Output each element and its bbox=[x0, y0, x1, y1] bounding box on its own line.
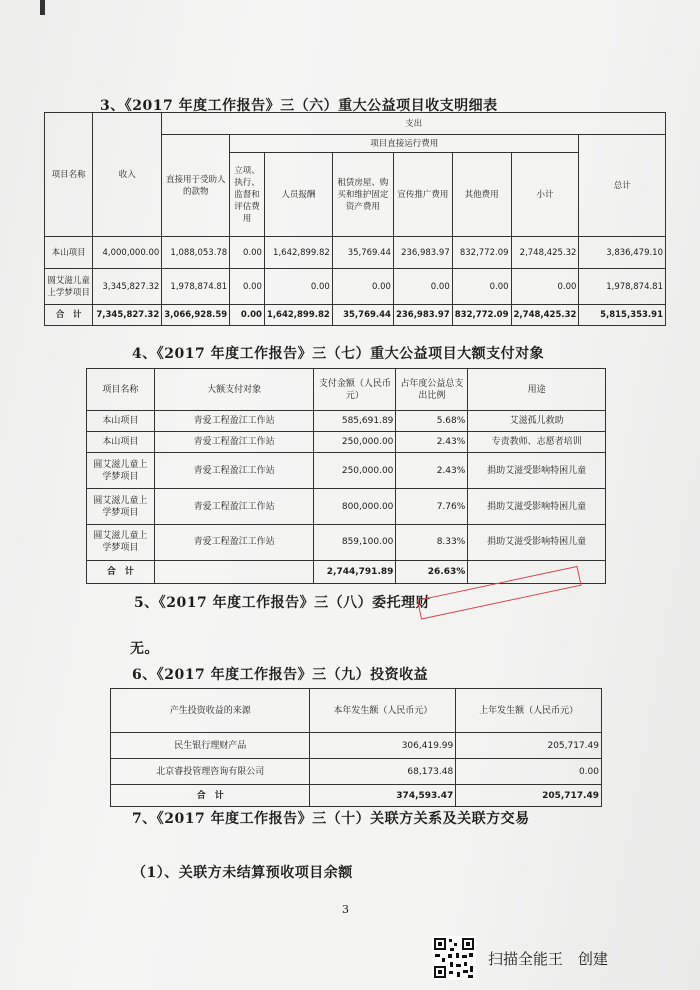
cell-ratio: 8.33% bbox=[396, 524, 468, 560]
heading-section-4: 4、《2017 年度工作报告》三（七）重大公益项目大额支付对象 bbox=[132, 346, 545, 362]
table-expense-detail bbox=[44, 112, 666, 326]
table-row bbox=[87, 411, 606, 432]
table-row bbox=[87, 432, 606, 453]
cell-this-year: 68,173.48 bbox=[310, 759, 456, 785]
table-row bbox=[45, 269, 666, 305]
cell-this-year: 306,419.99 bbox=[310, 733, 456, 759]
table-sum-row bbox=[45, 305, 666, 326]
cell-staff: 1,642,899.82 bbox=[264, 237, 332, 269]
qr-code-icon bbox=[432, 936, 476, 980]
cell-other: 0.00 bbox=[452, 269, 511, 305]
cell-use: 艾滋孤儿救助 bbox=[468, 411, 606, 432]
cell-ratio: 5.68% bbox=[396, 411, 468, 432]
cell-income: 4,000,000.00 bbox=[93, 237, 162, 269]
cell-setup: 0.00 bbox=[230, 237, 265, 269]
cell-source: 民生银行理财产品 bbox=[111, 733, 310, 759]
cell-use: 捐助艾滋受影响特困儿童 bbox=[468, 489, 606, 525]
header-project-name: 项目名称 bbox=[45, 113, 93, 237]
subheading-related-party-balance: （1）、关联方未结算预收项目余额 bbox=[132, 865, 353, 881]
cell-setup: 0.00 bbox=[230, 305, 265, 326]
page-number: 3 bbox=[342, 903, 349, 916]
cell-project-name: 本山项目 bbox=[87, 432, 155, 453]
heading-section-6: 6、《2017 年度工作报告》三（九）投资收益 bbox=[132, 667, 429, 683]
cell-this-year: 374,593.47 bbox=[310, 785, 456, 807]
cell-staff: 1,642,899.82 bbox=[264, 305, 332, 326]
cell-ratio: 2.43% bbox=[396, 432, 468, 453]
cell-project-name: 圆艾滋儿童上学梦项目 bbox=[45, 269, 93, 305]
cell-subtotal: 2,748,425.32 bbox=[511, 305, 579, 326]
header-direct-cost: 项目直接运行费用 bbox=[230, 135, 579, 153]
header-income: 收入 bbox=[93, 113, 162, 237]
cell-promo: 0.00 bbox=[393, 269, 452, 305]
cell-ratio: 26.63% bbox=[396, 560, 468, 583]
cell-rent: 35,769.44 bbox=[332, 237, 393, 269]
cell-payee: 青爱工程盈江工作站 bbox=[154, 453, 314, 489]
header-amount: 支付金额（人民币元） bbox=[314, 369, 396, 411]
cell-aid: 1,088,053.78 bbox=[162, 237, 230, 269]
header-project-name: 项目名称 bbox=[87, 369, 155, 411]
cell-ratio: 7.76% bbox=[396, 489, 468, 525]
cell-payee: 青爱工程盈江工作站 bbox=[154, 432, 314, 453]
cell-aid: 3,066,928.59 bbox=[162, 305, 230, 326]
cell-use: 捐助艾滋受影响特困儿童 bbox=[468, 453, 606, 489]
cell-project-name: 圆艾滋儿童上学梦项目 bbox=[87, 453, 155, 489]
cell-last-year: 0.00 bbox=[456, 759, 602, 785]
cell-amount: 250,000.00 bbox=[314, 453, 396, 489]
table-row bbox=[111, 733, 602, 759]
cell-income: 3,345,827.32 bbox=[93, 269, 162, 305]
header-last-year: 上年发生额（人民币元） bbox=[456, 689, 602, 733]
cell-aid: 1,978,874.81 bbox=[162, 269, 230, 305]
cell-last-year: 205,717.49 bbox=[456, 733, 602, 759]
cell-income: 7,345,827.32 bbox=[93, 305, 162, 326]
header-promo-fee: 宣传推广费用 bbox=[393, 153, 452, 237]
table-sum-row bbox=[111, 785, 602, 807]
cell-total: 5,815,353.91 bbox=[579, 305, 666, 326]
cell-sum-label: 合 计 bbox=[111, 785, 310, 807]
header-payee: 大额支付对象 bbox=[154, 369, 314, 411]
cell-amount: 800,000.00 bbox=[314, 489, 396, 525]
cell-project-name: 本山项目 bbox=[87, 411, 155, 432]
cell-amount: 859,100.00 bbox=[314, 524, 396, 560]
heading-section-7: 7、《2017 年度工作报告》三（十）关联方关系及关联方交易 bbox=[132, 811, 530, 827]
cell-staff: 0.00 bbox=[264, 269, 332, 305]
header-source: 产生投资收益的来源 bbox=[111, 689, 310, 733]
cell-project-name: 圆艾滋儿童上学梦项目 bbox=[87, 489, 155, 525]
table-row bbox=[87, 489, 606, 525]
header-use: 用途 bbox=[468, 369, 606, 411]
cell-promo: 236,983.97 bbox=[393, 237, 452, 269]
header-rent-fee: 租赁房屋、购买和维护固定资产费用 bbox=[332, 153, 393, 237]
cell-payee: 青爱工程盈江工作站 bbox=[154, 524, 314, 560]
header-other-fee: 其他费用 bbox=[452, 153, 511, 237]
table-row bbox=[87, 524, 606, 560]
cell-project-name: 本山项目 bbox=[45, 237, 93, 269]
table-investment-income bbox=[110, 688, 602, 807]
cell-sum-label: 合 计 bbox=[45, 305, 93, 326]
cell-source: 北京睿投管理咨询有限公司 bbox=[111, 759, 310, 785]
cell-ratio: 2.43% bbox=[396, 453, 468, 489]
cell-subtotal: 2,748,425.32 bbox=[511, 237, 579, 269]
cell-subtotal: 0.00 bbox=[511, 269, 579, 305]
table-large-payments bbox=[86, 368, 606, 584]
cell-promo: 236,983.97 bbox=[393, 305, 452, 326]
header-ratio: 占年度公益总支出比例 bbox=[396, 369, 468, 411]
cell-total: 3,836,479.10 bbox=[579, 237, 666, 269]
header-direct-aid: 直接用于受助人的款物 bbox=[162, 135, 230, 237]
header-setup-fee: 立项、执行、监督和评估费用 bbox=[230, 153, 265, 237]
no-entrusted-finance-text: 无。 bbox=[130, 641, 159, 657]
cell-amount: 250,000.00 bbox=[314, 432, 396, 453]
cell-use: 专责教师、志愿者培训 bbox=[468, 432, 606, 453]
table-row bbox=[87, 453, 606, 489]
cell-last-year: 205,717.49 bbox=[456, 785, 602, 807]
cell-rent: 0.00 bbox=[332, 269, 393, 305]
cell-amount: 585,691.89 bbox=[314, 411, 396, 432]
cell-amount: 2,744,791.89 bbox=[314, 560, 396, 583]
cell-other: 832,772.09 bbox=[452, 237, 511, 269]
header-staff-pay: 人员报酬 bbox=[264, 153, 332, 237]
heading-section-5: 5、《2017 年度工作报告》三（八）委托理财 bbox=[134, 595, 431, 611]
header-total: 总计 bbox=[579, 135, 666, 237]
heading-section-3: 3、《2017 年度工作报告》三（六）重大公益项目收支明细表 bbox=[100, 98, 498, 114]
table-row bbox=[111, 759, 602, 785]
cell-payee: 青爱工程盈江工作站 bbox=[154, 411, 314, 432]
header-expense: 支出 bbox=[162, 113, 666, 135]
scanner-brand-text: 扫描全能王 创建 bbox=[488, 950, 609, 968]
cell-sum-label: 合 计 bbox=[87, 560, 155, 583]
cell-setup: 0.00 bbox=[230, 269, 265, 305]
header-this-year: 本年发生额（人民币元） bbox=[310, 689, 456, 733]
cell-total: 1,978,874.81 bbox=[579, 269, 666, 305]
cell-use: 捐助艾滋受影响特困儿童 bbox=[468, 524, 606, 560]
cell-empty bbox=[154, 560, 314, 583]
header-subtotal: 小计 bbox=[511, 153, 579, 237]
binding-mark bbox=[40, 0, 45, 15]
cell-project-name: 圆艾滋儿童上学梦项目 bbox=[87, 524, 155, 560]
cell-rent: 35,769.44 bbox=[332, 305, 393, 326]
cell-other: 832,772.09 bbox=[452, 305, 511, 326]
table-row bbox=[45, 237, 666, 269]
cell-payee: 青爱工程盈江工作站 bbox=[154, 489, 314, 525]
